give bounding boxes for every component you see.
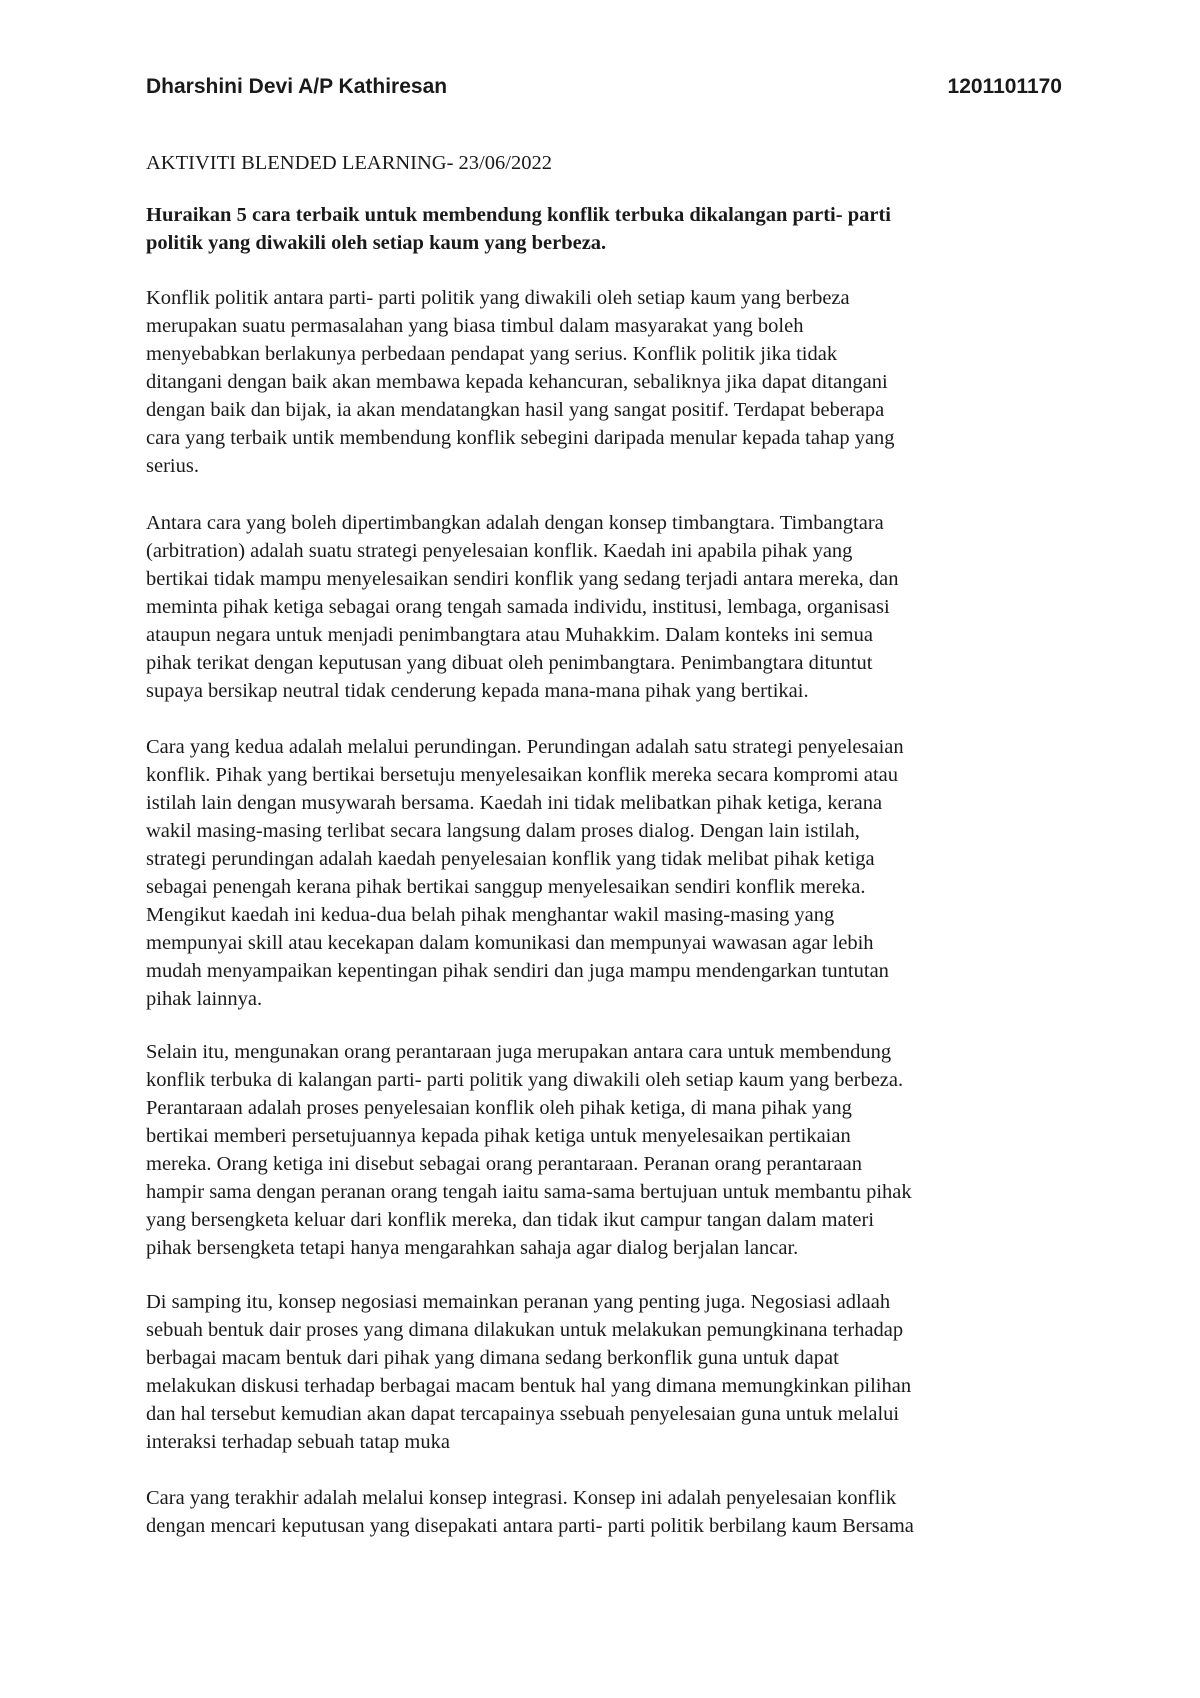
paragraph-line: pihak lainnya. [146,988,263,1010]
paragraph-line: (arbitration) adalah suatu strategi penyelesaian konflik. Kaedah ini apabila pihak yang [146,540,853,562]
paragraph-line: mudah menyampaikan kepentingan pihak sendiri dan juga mampu mendengarkan tuntutan [146,960,889,982]
paragraph-line: cara yang terbaik untik membendung konflik sebegini daripada menular kepada tahap yang [146,427,895,449]
paragraph-line: mereka. Orang ketiga ini disebut sebagai orang perantaraan. Peranan orang perantaraan [146,1153,863,1175]
paragraph-line: pihak terikat dengan keputusan yang dibuat oleh penimbangtara. Penimbangtara dituntut [146,652,873,674]
paragraph-line: strategi perundingan adalah kaedah penyelesaian konflik yang tidak melibat pihak ketiga [146,848,875,870]
paragraph-line: Konflik politik antara parti- parti politik yang diwakili oleh setiap kaum yang berbeza [146,287,850,309]
paragraph-line: mempunyai skill atau kecekapan dalam komunikasi dan mempunyai wawasan agar lebih [146,932,874,954]
paragraph-line: hampir sama dengan peranan orang tengah iaitu sama-sama bertujuan untuk membantu pihak [146,1181,912,1203]
paragraph-line: ataupun negara untuk menjadi penimbangtara atau Muhakkim. Dalam konteks ini semua [146,624,873,646]
activity-title: AKTIVITI BLENDED LEARNING- 23/06/2022 [146,152,552,174]
paragraph-line: merupakan suatu permasalahan yang biasa timbul dalam masyarakat yang boleh [146,315,804,337]
paragraph-line: Di samping itu, konsep negosiasi memainkan peranan yang penting juga. Negosiasi adlaah [146,1291,891,1313]
paragraph-line: sebuah bentuk dair proses yang dimana dilakukan untuk melakukan pemungkinana terhadap [146,1319,904,1341]
paragraph-line: Selain itu, mengunakan orang perantaraan juga merupakan antara cara untuk membendung [146,1041,892,1063]
paragraph-timbangtara [146,509,1086,705]
paragraph-line: pihak bersengketa tetapi hanya mengarahkan sahaja agar dialog berjalan lancar. [146,1237,799,1259]
paragraph-line: serius. [146,455,199,477]
paragraph-line: Cara yang terakhir adalah melalui konsep integrasi. Konsep ini adalah penyelesaian konflik [146,1487,897,1509]
paragraph-line: konflik terbuka di kalangan parti- parti politik yang diwakili oleh setiap kaum yang berbeza. [146,1069,904,1091]
student-id: 1201101170 [947,75,1062,98]
paragraph-line: istilah lain dengan musywarah bersama. Kaedah ini tidak melibatkan pihak ketiga, kerana [146,792,883,814]
paragraph-line: Mengikut kaedah ini kedua-dua belah pihak menghantar wakil masing-masing yang [146,904,835,926]
paragraph-line: meminta pihak ketiga sebagai orang tengah samada individu, institusi, lembaga, organisasi [146,596,890,618]
paragraph-line: menyebabkan berlakunya perbedaan pendapat yang serius. Konflik politik jika tidak [146,343,838,365]
paragraph-line: interaksi terhadap sebuah tatap muka [146,1431,450,1453]
paragraph-line: bertikai tidak mampu menyelesaikan sendiri konflik yang sedang terjadi antara mereka, dan [146,568,899,590]
paragraph-perantaraan [146,1038,1086,1262]
paragraph-line: melakukan diskusi terhadap berbagai macam bentuk hal yang dimana memungkinkan pilihan [146,1375,912,1397]
paragraph-line: dengan baik dan bijak, ia akan mendatangkan hasil yang sangat positif. Terdapat beberapa [146,399,885,421]
paragraph-introduction [146,284,1086,480]
paragraph-line: bertikai memberi persetujuannya kepada pihak ketiga untuk menyelesaikan pertikaian [146,1125,851,1147]
author-name: Dharshini Devi A/P Kathiresan [146,75,448,98]
paragraph-line: Perantaraan adalah proses penyelesaian konflik oleh pihak ketiga, di mana pihak yang [146,1097,852,1119]
question-heading [146,201,1076,257]
paragraph-line: berbagai macam bentuk dari pihak yang dimana sedang berkonflik guna untuk dapat [146,1347,839,1369]
paragraph-negosiasi [146,1288,1086,1456]
paragraph-line: sebagai penengah kerana pihak bertikai sanggup menyelesaikan sendiri konflik mereka. [146,876,866,898]
paragraph-line: supaya bersikap neutral tidak cenderung kepada mana-mana pihak yang bertikai. [146,680,809,702]
paragraph-line: dan hal tersebut kemudian akan dapat tercapainya ssebuah penyelesaian guna untuk melalui [146,1403,900,1425]
paragraph-line: wakil masing-masing terlibat secara langsung dalam proses dialog. Dengan lain istilah, [146,820,860,842]
question-line: politik yang diwakili oleh setiap kaum yang berbeza. [146,232,607,254]
paragraph-line: Antara cara yang boleh dipertimbangkan adalah dengan konsep timbangtara. Timbangtara [146,512,884,534]
paragraph-perundingan [146,733,1086,1013]
paragraph-line: dengan mencari keputusan yang disepakati antara parti- parti politik berbilang kaum Bersama [146,1515,914,1537]
paragraph-line: Cara yang kedua adalah melalui perundingan. Perundingan adalah satu strategi penyelesaian [146,736,904,758]
question-line: Huraikan 5 cara terbaik untuk membendung konflik terbuka dikalangan parti- parti [146,204,891,226]
paragraph-integrasi [146,1484,1086,1540]
paragraph-line: ditangani dengan baik akan membawa kepada kehancuran, sebaliknya jika dapat ditangani [146,371,888,393]
document-header [146,72,1062,102]
paragraph-line: konflik. Pihak yang bertikai bersetuju menyelesaikan konflik mereka secara kompromi atau [146,764,898,786]
paragraph-line: yang bersengketa keluar dari konflik mereka, dan tidak ikut campur tangan dalam materi [146,1209,875,1231]
